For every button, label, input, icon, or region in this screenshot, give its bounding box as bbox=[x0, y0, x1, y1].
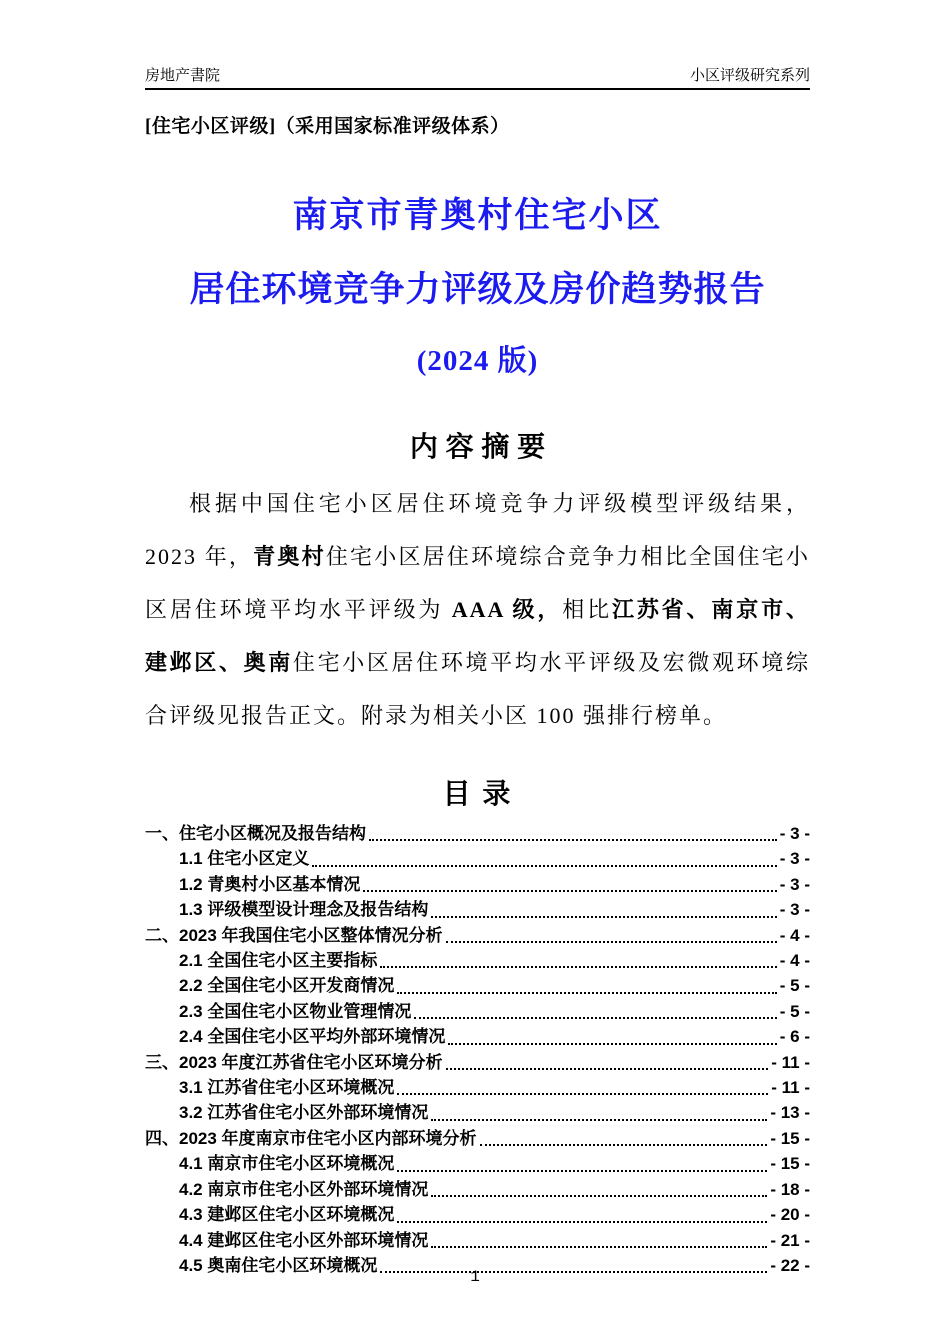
toc-entry-page: - 3 - bbox=[779, 849, 810, 869]
report-title-edition: (2024 版) bbox=[416, 345, 539, 377]
toc-leader-dots bbox=[448, 1043, 776, 1045]
toc-entry-page: - 3 - bbox=[779, 824, 810, 843]
summary-text-segment: 相比 bbox=[562, 597, 612, 622]
toc-entry[interactable] bbox=[145, 846, 810, 871]
toc-leader-dots bbox=[369, 839, 777, 841]
table-of-contents bbox=[145, 821, 810, 1278]
summary-text-segment-bold: 江苏省、南京市、建邺区、奥南 bbox=[145, 597, 810, 675]
toc-leader-dots bbox=[446, 941, 777, 943]
toc-entry-page: - 3 - bbox=[779, 900, 810, 920]
toc-entry[interactable] bbox=[145, 1126, 810, 1151]
toc-leader-dots bbox=[397, 1093, 768, 1095]
toc-entry-label: 4.3 建邺区住宅小区环境概况 bbox=[179, 1205, 395, 1225]
toc-entry[interactable] bbox=[145, 872, 810, 897]
toc-entry-page: - 13 - bbox=[770, 1103, 810, 1123]
toc-entry[interactable] bbox=[145, 1151, 810, 1176]
page-header bbox=[145, 0, 810, 85]
toc-entry[interactable] bbox=[145, 923, 810, 948]
summary-heading: 内 容 摘 要 bbox=[409, 431, 546, 462]
toc-entry[interactable] bbox=[145, 1228, 810, 1253]
summary-paragraph bbox=[145, 477, 810, 742]
summary-text-segment: 根据中国住宅小区居住环境竞争力评级模型评级结果，2023 年， bbox=[145, 491, 810, 569]
toc-leader-dots bbox=[380, 966, 776, 968]
toc-entry-page: - 20 - bbox=[770, 1205, 810, 1225]
toc-entry-label: 3.1 江苏省住宅小区环境概况 bbox=[179, 1078, 395, 1098]
toc-entry-label: 4.2 南京市住宅小区外部环境情况 bbox=[179, 1179, 429, 1199]
toc-entry[interactable] bbox=[145, 948, 810, 973]
toc-entry-page: - 15 - bbox=[770, 1154, 810, 1174]
toc-leader-dots bbox=[397, 1170, 767, 1172]
report-title-block bbox=[145, 188, 810, 379]
toc-entry-page: - 11 - bbox=[771, 1052, 810, 1072]
toc-entry[interactable] bbox=[145, 1075, 810, 1100]
toc-leader-dots bbox=[312, 865, 776, 867]
summary-text-segment: 住宅小区居住环境平均水平评级及宏微观环境综合评级见报告正文。附录为相关小区 100 强排行榜单。 bbox=[145, 650, 810, 728]
toc-entry-page: - 11 - bbox=[771, 1078, 810, 1098]
toc-entry-page: - 3 - bbox=[779, 874, 810, 894]
summary-text-segment-bold: AAA 级， bbox=[451, 597, 563, 622]
toc-heading: 目 录 bbox=[442, 778, 513, 809]
toc-leader-dots bbox=[397, 992, 776, 994]
toc-entry-page: - 4 - bbox=[779, 925, 810, 945]
header-divider bbox=[145, 88, 810, 90]
toc-entry-label: 三、2023 年度江苏省住宅小区环境分析 bbox=[145, 1052, 443, 1072]
toc-entry[interactable] bbox=[145, 1024, 810, 1049]
toc-entry-label: 3.2 江苏省住宅小区外部环境情况 bbox=[179, 1103, 429, 1123]
toc-entry-page: - 22 - bbox=[770, 1255, 810, 1275]
toc-entry-label: 2.4 全国住宅小区平均外部环境情况 bbox=[179, 1027, 446, 1047]
toc-entry-page: - 4 - bbox=[779, 951, 810, 971]
toc-leader-dots bbox=[480, 1144, 768, 1146]
toc-entry-label: 1.1 住宅小区定义 bbox=[179, 849, 310, 869]
toc-entry[interactable] bbox=[145, 999, 810, 1024]
toc-entry-label: 4.4 建邺区住宅小区外部环境情况 bbox=[179, 1230, 429, 1250]
toc-entry-label: 四、2023 年度南京市住宅小区内部环境分析 bbox=[145, 1128, 477, 1148]
rating-system-tagline: [住宅小区评级]（采用国家标准评级体系） bbox=[145, 116, 510, 137]
toc-entry-label: 1.3 评级模型设计理念及报告结构 bbox=[179, 900, 429, 920]
toc-leader-dots bbox=[431, 1119, 767, 1121]
toc-entry[interactable] bbox=[145, 1202, 810, 1227]
summary-text-segment: 住宅小区居住环境综合竞争力相比全国住宅小区居住环境平均水平评级为 bbox=[145, 544, 810, 622]
toc-leader-dots bbox=[363, 890, 776, 892]
toc-leader-dots bbox=[446, 1068, 769, 1070]
toc-entry-label: 1.2 青奥村小区基本情况 bbox=[179, 874, 361, 894]
toc-entry-page: - 6 - bbox=[779, 1027, 810, 1047]
toc-entry[interactable] bbox=[145, 973, 810, 998]
toc-entry-page: - 5 - bbox=[779, 1001, 810, 1021]
toc-entry[interactable] bbox=[145, 897, 810, 922]
summary-text-segment-bold: 青奥村 bbox=[253, 544, 326, 569]
toc-entry-label: 一、住宅小区概况及报告结构 bbox=[145, 824, 366, 843]
toc-entry-page: - 5 - bbox=[779, 976, 810, 996]
report-title-line2: 居住环境竞争力评级及房价趋势报告 bbox=[189, 270, 766, 309]
toc-entry[interactable] bbox=[145, 1100, 810, 1125]
toc-entry-label: 二、2023 年我国住宅小区整体情况分析 bbox=[145, 925, 443, 945]
toc-leader-dots bbox=[414, 1017, 776, 1019]
report-title-line1: 南京市青奥村住宅小区 bbox=[292, 196, 663, 235]
toc-entry-label: 4.5 奥南住宅小区环境概况 bbox=[179, 1255, 378, 1275]
header-left-brand: 房地产書院 bbox=[145, 67, 221, 84]
toc-entry-page: - 18 - bbox=[770, 1179, 810, 1199]
toc-entry-page: - 15 - bbox=[770, 1128, 810, 1148]
toc-leader-dots bbox=[431, 1195, 767, 1197]
toc-entry[interactable] bbox=[145, 1050, 810, 1075]
toc-entry-label: 4.1 南京市住宅小区环境概况 bbox=[179, 1154, 395, 1174]
footer-page-number: 1 bbox=[470, 1268, 480, 1286]
toc-entry-label: 2.2 全国住宅小区开发商情况 bbox=[179, 976, 395, 996]
toc-entry-label: 2.1 全国住宅小区主要指标 bbox=[179, 951, 378, 971]
toc-entry-page: - 21 - bbox=[770, 1230, 810, 1250]
toc-leader-dots bbox=[397, 1221, 767, 1223]
toc-entry[interactable] bbox=[145, 1177, 810, 1202]
toc-leader-dots bbox=[431, 916, 776, 918]
toc-leader-dots bbox=[431, 1246, 767, 1248]
toc-entry-label: 2.3 全国住宅小区物业管理情况 bbox=[179, 1001, 412, 1021]
toc-entry[interactable] bbox=[145, 821, 810, 846]
header-right-series: 小区评级研究系列 bbox=[689, 67, 810, 84]
